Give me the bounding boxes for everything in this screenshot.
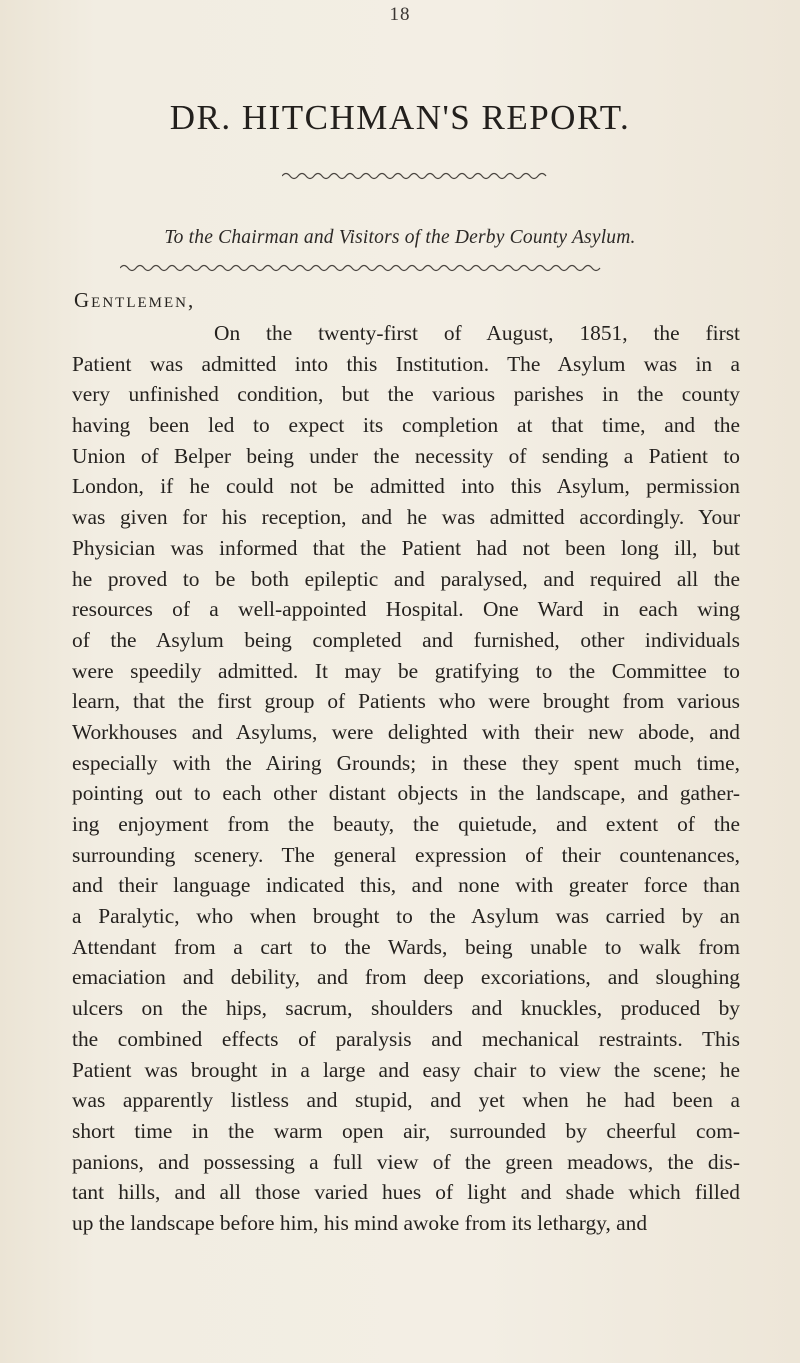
body-line: ing enjoyment from the beauty, the quietude, and extent of the — [72, 812, 740, 836]
body-line: Patient was brought in a large and easy chair to view the scene; he — [72, 1057, 740, 1082]
body-line: the combined effects of paralysis and mechanical restraints. This — [72, 1026, 740, 1051]
body-line: tant hills, and all those varied hues of light and shade which filled — [72, 1180, 740, 1205]
body-line: were speedily admitted. It may be gratifying to the Committee to — [72, 658, 740, 683]
dedication-line: To the Chairman and Visitors of the Derby County Asylum. — [164, 227, 636, 248]
body-line: and their language indicated this, and none with greater force than — [72, 873, 740, 898]
body-line: up the landscape before him, his mind awoke from its lethargy, and — [72, 1210, 648, 1235]
body-line: panions, and possessing a full view of the green meadows, the dis- — [72, 1149, 740, 1174]
wavy-divider-top — [282, 170, 550, 182]
body-line: short time in the warm open air, surrounded by cheerful com- — [72, 1118, 740, 1143]
body-line: pointing out to each other distant objects in the landscape, and gather- — [72, 781, 740, 806]
salutation: Gentlemen, — [74, 288, 196, 312]
body-line: Union of Belper being under the necessity of sending a Patient to — [72, 443, 740, 468]
body-line: learn, that the first group of Patients who were brought from various — [72, 689, 740, 714]
body-line: emaciation and debility, and from deep excoriations, and sloughing — [72, 965, 740, 990]
body-line: surrounding scenery. The general expression of their countenances, — [72, 842, 740, 867]
report-title: DR. HITCHMAN'S REPORT. — [169, 98, 631, 137]
body-line: especially with the Airing Grounds; in these they spent much time, — [72, 750, 740, 775]
body-line: resources of a well-appointed Hospital. One Ward in each wing — [72, 597, 740, 622]
page-number: 18 — [389, 4, 411, 25]
wavy-divider-bottom — [120, 262, 606, 274]
body-line: Physician was informed that the Patient had not been long ill, but — [72, 535, 740, 560]
body-line: Attendant from a cart to the Wards, being unable to walk from — [72, 934, 740, 959]
body-line: having been led to expect its completion at that time, and the — [72, 413, 740, 438]
body-line: was apparently listless and stupid, and yet when he had been a — [72, 1088, 740, 1113]
body-line: was given for his reception, and he was admitted accordingly. Your — [72, 505, 740, 530]
body-line: London, if he could not be admitted into this Asylum, permission — [72, 474, 740, 499]
body-line: Workhouses and Asylums, were delighted with their new abode, and — [72, 719, 740, 744]
body-line: he proved to be both epileptic and paralysed, and required all the — [72, 566, 740, 591]
body-line: a Paralytic, who when brought to the Asylum was carried by an — [72, 904, 740, 929]
body-line: very unfinished condition, but the various parishes in the county — [72, 382, 740, 407]
body-line: ulcers on the hips, sacrum, shoulders and knuckles, produced by — [72, 996, 740, 1021]
body-line: of the Asylum being completed and furnished, other individuals — [72, 627, 740, 652]
body-line: Patient was admitted into this Institution. The Asylum was in a — [72, 351, 740, 376]
body-line: On the twenty-first of August, 1851, the first — [214, 321, 740, 345]
report-body — [72, 318, 740, 1239]
